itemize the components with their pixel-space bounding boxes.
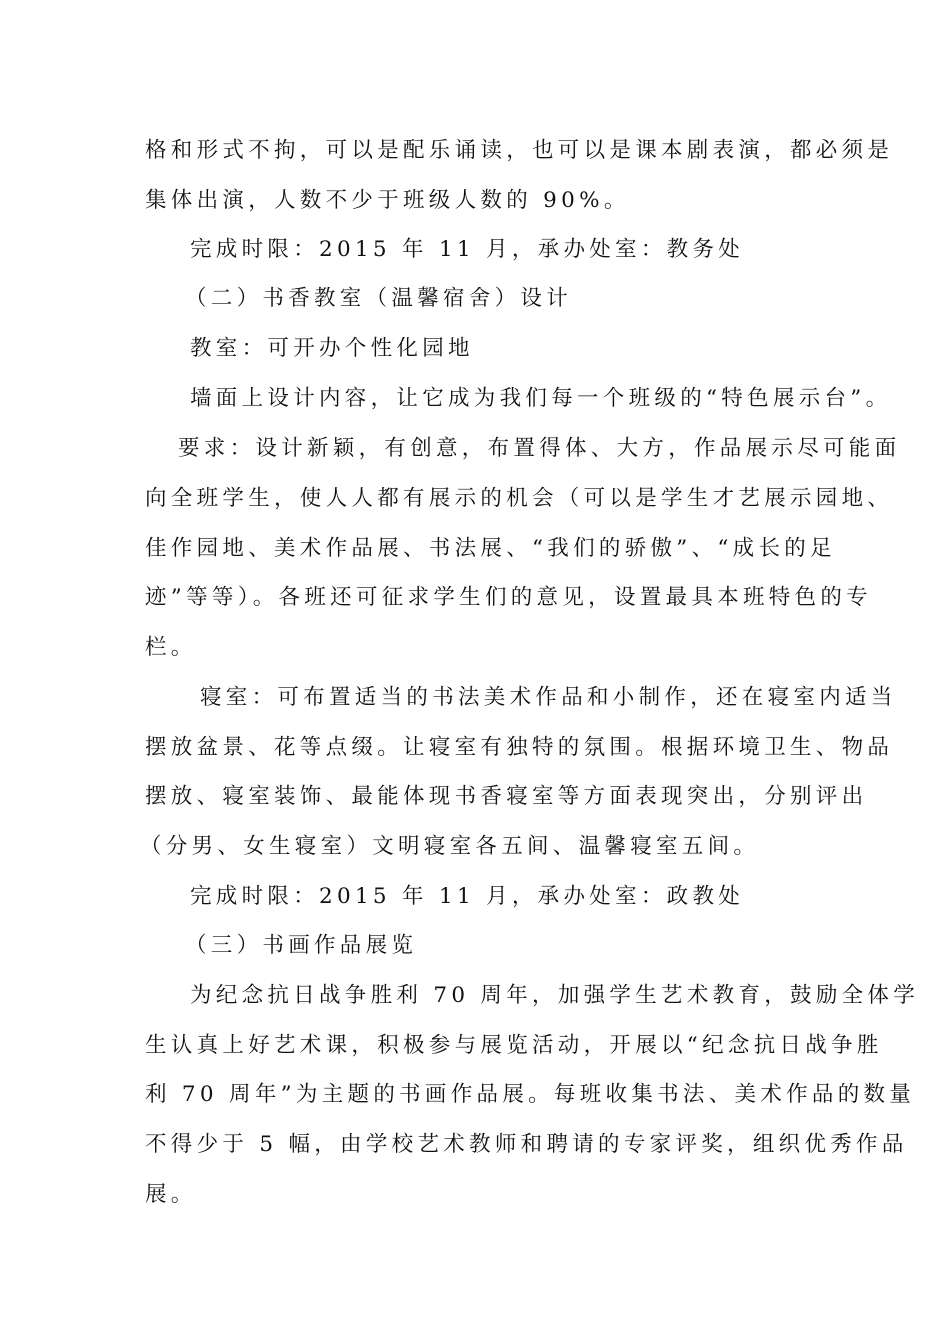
wall-design-line: 墙面上设计内容，让它成为我们每一个班级的“特色展示台”。 [190, 386, 892, 411]
deadline-line-1: 完成时限：2015 年 11 月，承办处室：教务处 [190, 237, 745, 262]
exhibition-line-1: 为纪念抗日战争胜利 70 周年，加强学生艺术教育，鼓励全体学 [190, 983, 920, 1008]
requirements-line-3: 佳作园地、美术作品展、书法展、“我们的骄傲”、“成长的足 [145, 536, 836, 561]
paragraph-line-2: 集体出演，人数不少于班级人数的 90%。 [145, 188, 630, 213]
requirements-line-5: 栏。 [145, 635, 197, 660]
section-heading-3: （三）书画作品展览 [185, 933, 418, 958]
exhibition-line-3: 利 70 周年”为主题的书画作品展。每班收集书法、美术作品的数量 [145, 1082, 916, 1107]
exhibition-line-2: 生认真上好艺术课，积极参与展览活动，开展以“纪念抗日战争胜 [145, 1033, 883, 1058]
requirements-line-2: 向全班学生，使人人都有展示的机会（可以是学生才艺展示园地、 [145, 486, 894, 511]
exhibition-line-4: 不得少于 5 幅，由学校艺术教师和聘请的专家评奖，组织优秀作品 [145, 1132, 908, 1157]
dormitory-line-4: （分男、女生寝室）文明寝室各五间、温馨寝室五间。 [140, 834, 760, 859]
dormitory-line-1: 寝室：可布置适当的书法美术作品和小制作，还在寝室内适当 [200, 685, 897, 710]
dormitory-line-2: 摆放盆景、花等点缀。让寝室有独特的氛围。根据环境卫生、物品 [145, 735, 894, 760]
dormitory-line-3: 摆放、寝室装饰、最能体现书香寝室等方面表现突出，分别评出 [145, 784, 868, 809]
requirements-line-4: 迹”等等）。各班还可征求学生们的意见，设置最具本班特色的专 [145, 585, 872, 610]
exhibition-line-5: 展。 [145, 1182, 197, 1207]
requirements-line-1: 要求：设计新颖，有创意，布置得体、大方，作品展示尽可能面 [178, 436, 901, 461]
classroom-line: 教室：可开办个性化园地 [190, 336, 474, 361]
deadline-line-2: 完成时限：2015 年 11 月，承办处室：政教处 [190, 884, 745, 909]
section-heading-2: （二）书香教室（温馨宿舍）设计 [185, 286, 573, 311]
paragraph-line-1: 格和形式不拘，可以是配乐诵读，也可以是课本剧表演，都必须是 [145, 138, 894, 163]
